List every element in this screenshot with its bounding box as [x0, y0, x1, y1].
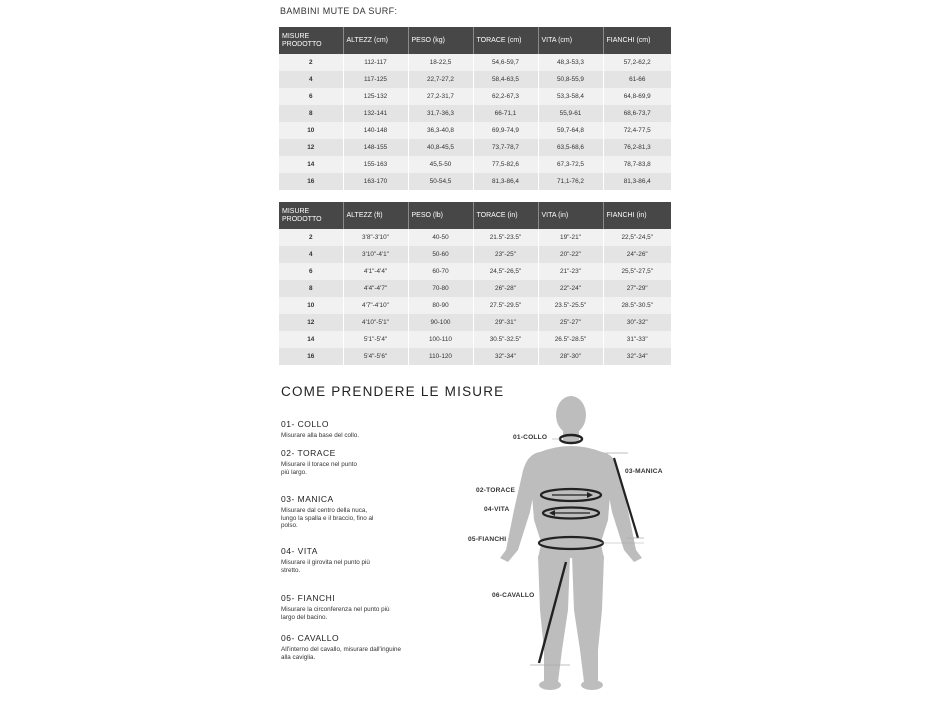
value-cell: 59,7-64,8 — [538, 122, 603, 139]
table-row — [279, 314, 671, 331]
table-row — [279, 54, 671, 71]
step-title: 05- FIANCHI — [281, 593, 336, 603]
table-row — [279, 246, 671, 263]
value-cell: 63,5-68,6 — [538, 139, 603, 156]
value-cell: 20"-22" — [538, 246, 603, 263]
column-header: MISURE PRODOTTO — [279, 27, 343, 54]
table-row — [279, 156, 671, 173]
value-cell: 27,2-31,7 — [408, 88, 473, 105]
figure-label-cavallo: 06-CAVALLO — [492, 592, 535, 599]
step-title: 01- COLLO — [281, 419, 329, 429]
value-cell: 23.5"-25.5" — [538, 297, 603, 314]
table-row — [279, 229, 671, 246]
value-cell: 62,2-67,3 — [473, 88, 538, 105]
value-cell: 4'10"-5'1" — [343, 314, 408, 331]
value-cell: 58,4-63,5 — [473, 71, 538, 88]
value-cell: 68,6-73,7 — [603, 105, 671, 122]
table-row — [279, 280, 671, 297]
value-cell: 117-125 — [343, 71, 408, 88]
value-cell: 19"-21" — [538, 229, 603, 246]
column-header: ALTEZZ (cm) — [343, 27, 408, 54]
column-header: TORACE (cm) — [473, 27, 538, 54]
step-description: Misurare dal centro della nuca, lungo la spalla e il braccio, fino al polso. — [281, 507, 374, 530]
figure-label-manica: 03-MANICA — [625, 468, 663, 475]
value-cell: 100-110 — [408, 331, 473, 348]
value-cell: 27"-29" — [603, 280, 671, 297]
table-row — [279, 348, 671, 365]
value-cell: 32"-34" — [473, 348, 538, 365]
figure-label-torace: 02-TORACE — [476, 487, 516, 494]
column-header: TORACE (in) — [473, 202, 538, 229]
value-cell: 27.5"-29.5" — [473, 297, 538, 314]
step-title: 03- MANICA — [281, 494, 334, 504]
value-cell: 125-132 — [343, 88, 408, 105]
value-cell: 31,7-36,3 — [408, 105, 473, 122]
value-cell: 78,7-83,8 — [603, 156, 671, 173]
size-cell: 12 — [279, 139, 343, 156]
step-title: 04- VITA — [281, 546, 318, 556]
value-cell: 60-70 — [408, 263, 473, 280]
size-cell: 16 — [279, 173, 343, 190]
table-row — [279, 88, 671, 105]
figure-label-fianchi: 05-FIANCHI — [468, 536, 507, 543]
step-description: Misurare il girovita nel punto più stretto. — [281, 559, 370, 574]
size-cell: 4 — [279, 246, 343, 263]
value-cell: 21"-23" — [538, 263, 603, 280]
table-row — [279, 331, 671, 348]
value-cell: 25"-27" — [538, 314, 603, 331]
column-header: PESO (kg) — [408, 27, 473, 54]
value-cell: 31"-33" — [603, 331, 671, 348]
value-cell: 132-141 — [343, 105, 408, 122]
value-cell: 50,8-55,9 — [538, 71, 603, 88]
value-cell: 32"-34" — [603, 348, 671, 365]
value-cell: 5'1"-5'4" — [343, 331, 408, 348]
value-cell: 66-71,1 — [473, 105, 538, 122]
size-table-cm — [279, 27, 671, 190]
value-cell: 81,3-86,4 — [603, 173, 671, 190]
table-row — [279, 122, 671, 139]
value-cell: 50-54,5 — [408, 173, 473, 190]
column-header: MISURE PRODOTTO — [279, 202, 343, 229]
step-title: 02- TORACE — [281, 448, 336, 458]
table-row — [279, 71, 671, 88]
body-measurement-figure — [440, 380, 710, 700]
how-to-measure-title: COME PRENDERE LE MISURE — [281, 384, 505, 399]
value-cell: 3'10"-4'1" — [343, 246, 408, 263]
value-cell: 29"-31" — [473, 314, 538, 331]
step-manica — [281, 494, 411, 530]
size-cell: 6 — [279, 88, 343, 105]
step-torace — [281, 448, 411, 476]
value-cell: 71,1-76,2 — [538, 173, 603, 190]
value-cell: 40-50 — [408, 229, 473, 246]
size-cell: 14 — [279, 156, 343, 173]
step-description: All'interno del cavallo, misurare dall'inguine alla caviglia. — [281, 646, 402, 661]
step-description: Misurare il torace nel punto più largo. — [281, 461, 357, 476]
value-cell: 77,5-82,6 — [473, 156, 538, 173]
value-cell: 155-163 — [343, 156, 408, 173]
value-cell: 53,3-58,4 — [538, 88, 603, 105]
value-cell: 3'8"-3'10" — [343, 229, 408, 246]
step-cavallo — [281, 633, 411, 661]
size-cell: 10 — [279, 122, 343, 139]
value-cell: 70-80 — [408, 280, 473, 297]
value-cell: 57,2-62,2 — [603, 54, 671, 71]
table-row — [279, 139, 671, 156]
value-cell: 110-120 — [408, 348, 473, 365]
column-header: VITA (cm) — [538, 27, 603, 54]
column-header: ALTEZZ (ft) — [343, 202, 408, 229]
value-cell: 4'1"-4'4" — [343, 263, 408, 280]
value-cell: 140-148 — [343, 122, 408, 139]
column-header: FIANCHI (in) — [603, 202, 671, 229]
size-cell: 16 — [279, 348, 343, 365]
table-row — [279, 297, 671, 314]
value-cell: 25,5"-27,5" — [603, 263, 671, 280]
value-cell: 5'4"-5'6" — [343, 348, 408, 365]
value-cell: 30.5"-32.5" — [473, 331, 538, 348]
value-cell: 24,5"-26,5" — [473, 263, 538, 280]
value-cell: 28.5"-30.5" — [603, 297, 671, 314]
value-cell: 54,6-59,7 — [473, 54, 538, 71]
value-cell: 69,9-74,9 — [473, 122, 538, 139]
table-header-row — [279, 202, 671, 229]
value-cell: 76,2-81,3 — [603, 139, 671, 156]
value-cell: 72,4-77,5 — [603, 122, 671, 139]
value-cell: 90-100 — [408, 314, 473, 331]
table-row — [279, 173, 671, 190]
figure-label-vita: 04-VITA — [484, 506, 510, 513]
step-collo — [281, 419, 411, 440]
size-cell: 14 — [279, 331, 343, 348]
size-cell: 8 — [279, 280, 343, 297]
section-title: BAMBINI MUTE DA SURF: — [280, 6, 398, 16]
value-cell: 4'7"-4'10" — [343, 297, 408, 314]
value-cell: 48,3-53,3 — [538, 54, 603, 71]
step-fianchi — [281, 593, 411, 621]
value-cell: 148-155 — [343, 139, 408, 156]
step-description: Misurare alla base del collo. — [281, 432, 360, 439]
size-cell: 4 — [279, 71, 343, 88]
column-header: FIANCHI (cm) — [603, 27, 671, 54]
value-cell: 22,5"-24,5" — [603, 229, 671, 246]
value-cell: 163-170 — [343, 173, 408, 190]
size-cell: 8 — [279, 105, 343, 122]
value-cell: 28"-30" — [538, 348, 603, 365]
value-cell: 26.5"-28.5" — [538, 331, 603, 348]
table-row — [279, 263, 671, 280]
table-row — [279, 105, 671, 122]
value-cell: 64,8-69,9 — [603, 88, 671, 105]
value-cell: 24"-26" — [603, 246, 671, 263]
size-cell: 2 — [279, 229, 343, 246]
value-cell: 30"-32" — [603, 314, 671, 331]
value-cell: 18-22,5 — [408, 54, 473, 71]
size-cell: 2 — [279, 54, 343, 71]
size-table-in — [279, 202, 671, 365]
value-cell: 81,3-86,4 — [473, 173, 538, 190]
value-cell: 36,3-40,8 — [408, 122, 473, 139]
value-cell: 23"-25" — [473, 246, 538, 263]
value-cell: 21.5"-23.5" — [473, 229, 538, 246]
value-cell: 22,7-27,2 — [408, 71, 473, 88]
step-title: 06- CAVALLO — [281, 633, 340, 643]
figure-label-collo: 01-COLLO — [513, 434, 548, 441]
column-header: VITA (in) — [538, 202, 603, 229]
size-cell: 6 — [279, 263, 343, 280]
value-cell: 112-117 — [343, 54, 408, 71]
value-cell: 50-60 — [408, 246, 473, 263]
value-cell: 4'4"-4'7" — [343, 280, 408, 297]
value-cell: 45,5-50 — [408, 156, 473, 173]
value-cell: 67,3-72,5 — [538, 156, 603, 173]
value-cell: 73,7-78,7 — [473, 139, 538, 156]
value-cell: 22"-24" — [538, 280, 603, 297]
step-description: Misurare la circonferenza nel punto più largo del bacino. — [281, 606, 390, 621]
value-cell: 40,8-45,5 — [408, 139, 473, 156]
size-cell: 12 — [279, 314, 343, 331]
value-cell: 80-90 — [408, 297, 473, 314]
value-cell: 26"-28" — [473, 280, 538, 297]
value-cell: 55,9-61 — [538, 105, 603, 122]
table-header-row — [279, 27, 671, 54]
value-cell: 61-66 — [603, 71, 671, 88]
size-cell: 10 — [279, 297, 343, 314]
column-header: PESO (lb) — [408, 202, 473, 229]
step-vita — [281, 546, 411, 574]
